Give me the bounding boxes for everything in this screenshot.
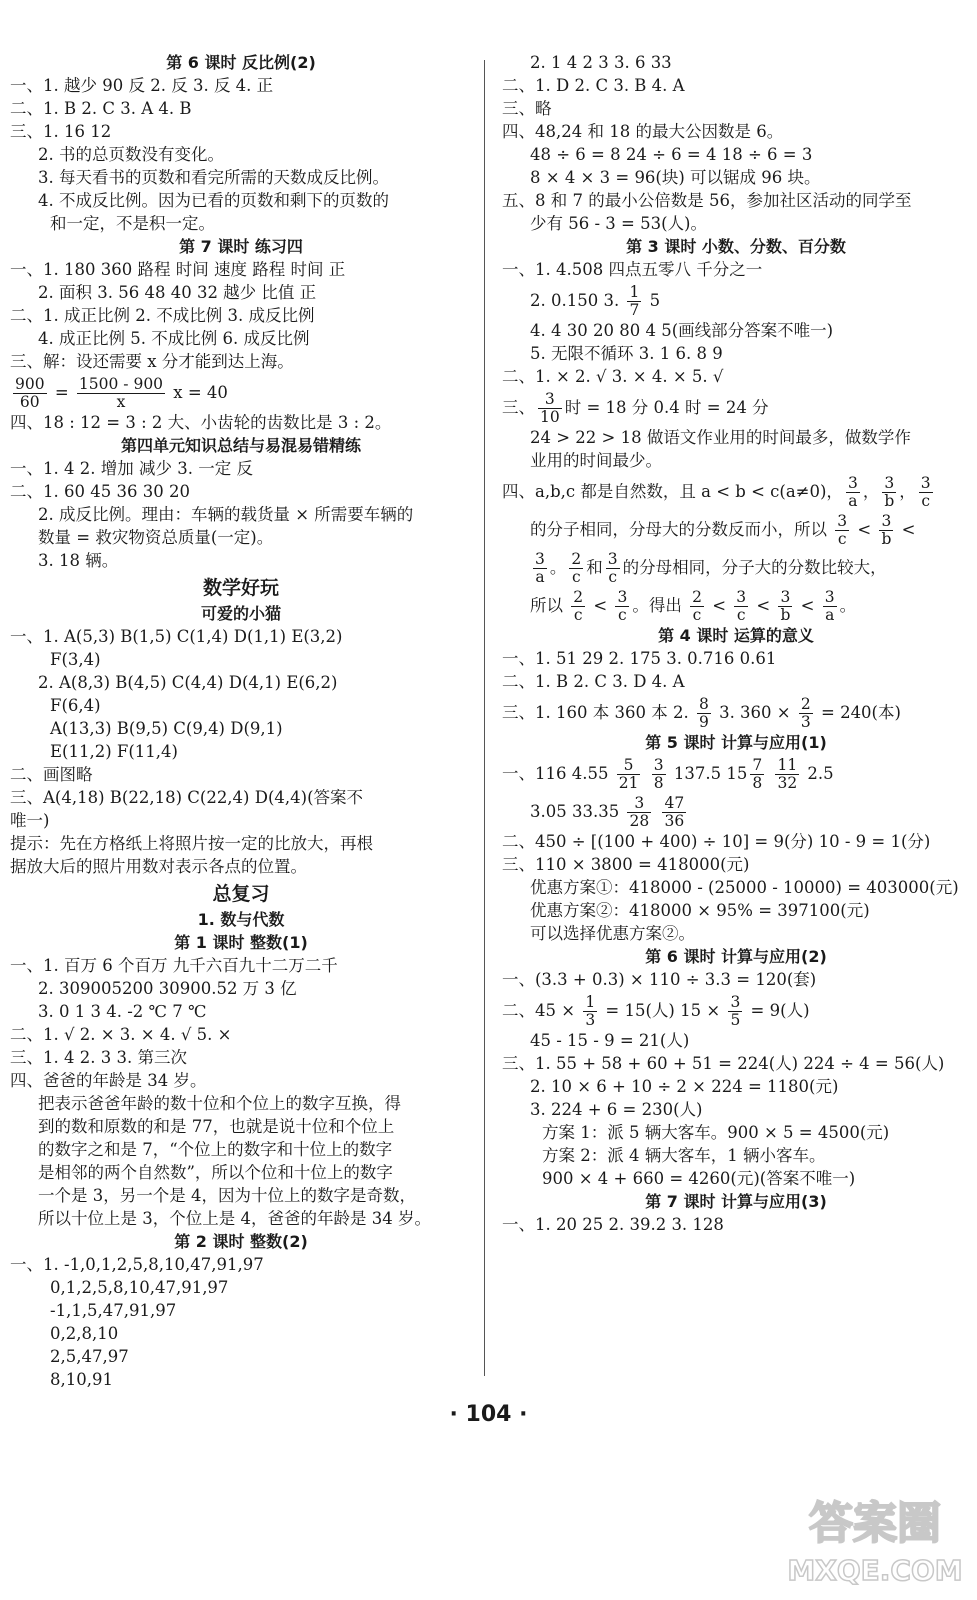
fraction-numerator: 1 [629,283,640,301]
fraction [627,795,651,830]
answer-line: 二、450 ÷ [(100 + 400) ÷ 10] = 9(分) 10 - 9 = 1(分) [502,832,931,851]
answer-line: 0,1,2,5,8,10,47,91,97 [50,1278,229,1297]
fraction [538,391,562,426]
answer-line: 的分子相同，分母大的分数反而小，所以 $\frac{3}{c}$ < $\frac{3}{b}$ < [530,512,916,548]
section-heading: 第 6 课时 计算与应用(2) [645,947,827,966]
fraction-numerator: 3 [607,550,618,568]
answer-line: 三、解：设还需要 x 分才能到达上海。 [10,352,294,371]
answer-line: 一、1. 20 25 2. 39.2 3. 128 [502,1215,724,1234]
right-column [502,52,970,1237]
answer-line: 三、略 [502,99,552,118]
watermark-text-top: 答案圈 [809,1498,941,1549]
answer-line: 三、110 × 3800 = 418000(元) [502,855,750,874]
answer-line: E(11,2) F(11,4) [50,742,178,761]
answer-line: 的数字之和是 7，“个位上的数字和十位上的数字 [38,1140,393,1159]
fraction-numerator: 11 [777,756,798,774]
answer-line: 五、8 和 7 的最小公倍数是 56，参加社区活动的同学至 [502,191,912,210]
section-heading: 第 7 课时 计算与应用(3) [645,1192,827,1211]
answer-line: F(6,4) [50,696,101,715]
section-heading: 第 1 课时 整数(1) [174,933,308,952]
section-heading: 第四单元知识总结与易混易错精练 [120,436,361,455]
answer-line: 方案 1：派 5 辆大客车。900 × 5 = 4500(元) [542,1123,890,1142]
fraction [728,994,742,1029]
answer-line: 24 > 22 > 18 做语文作业用的时间最多，做数学作 [530,428,911,447]
answer-line: 4. 成正比例 5. 不成比例 6. 成反比例 [38,329,310,348]
answer-line: 3.05 33.35 $\frac{3}{28}$ $\frac{47}{36}$ [530,794,685,830]
answer-line: 2. 1 4 2 3 3. 6 33 [530,53,672,72]
fraction-numerator: 3 [920,474,931,492]
fraction-numerator: 1 [585,993,596,1011]
page-number: · 104 · [449,1402,528,1427]
fraction-denominator: 28 [629,812,650,830]
fraction [734,589,748,624]
fraction-denominator: 60 [19,393,40,411]
answer-line: 3. 224 + 6 = 230(人) [530,1100,703,1119]
answer-line: 业用的时间最少。 [530,451,662,470]
fraction [533,551,547,586]
answer-line: 2. 10 × 6 + 10 ÷ 2 × 224 = 1180(元) [530,1077,839,1096]
fraction-denominator: c [736,606,746,624]
fraction-numerator: 2 [692,588,702,606]
answer-line: 2. 309005200 30900.52 万 3 亿 [38,979,297,998]
answer-line: 3. 每天看书的页数和看完所需的天数成反比例。 [38,168,389,187]
fraction-numerator: 3 [837,512,848,530]
answer-line: 二、1. 成正比例 2. 不成比例 3. 成反比例 [10,306,315,325]
section-heading: 第 4 课时 运算的意义 [658,626,814,645]
answer-line: 3. 0 1 3 4. -2 ℃ 7 ℃ [38,1002,207,1021]
answer-line: 一、1. 51 29 2. 175 3. 0.716 0.61 [502,649,777,668]
answer-line: 一、(3.3 + 0.3) × 110 ÷ 3.3 = 120(套) [502,970,817,989]
fraction-numerator: 8 [698,695,709,713]
answer-line: 8,10,91 [50,1370,113,1389]
answer-line: 二、1. B 2. C 3. A 4. B [10,99,192,118]
answer-line: 所以十位上是 3，个位上是 4，爸爸的年龄是 34 岁。 [38,1209,431,1228]
answer-line: -1,1,5,47,91,97 [50,1301,177,1320]
answer-line: 二、1. × 2. √ 3. × 4. × 5. √ [502,367,724,386]
section-heading: 第 7 课时 练习四 [179,237,303,256]
answer-line: 2. A(8,3) B(4,5) C(4,4) D(4,1) E(6,2) [38,673,338,692]
answer-line: 唯一) [10,811,50,830]
fraction [775,757,799,792]
answer-line: 据放大后的照片用数对表示各点的位置。 [10,857,307,876]
fraction-numerator: 3 [778,589,792,607]
fraction-denominator: b [881,530,892,548]
fraction-numerator: 5 [617,757,641,775]
answer-line: 把表示爸爸年龄的数十位和个位上的数字互换，得 [38,1094,401,1113]
answer-line: 二、1. B 2. C 3. D 4. A [502,672,685,691]
fraction-numerator: 1500 - 900 [78,375,164,393]
answer-line: 一、1. A(5,3) B(1,5) C(1,4) D(1,1) E(3,2) [10,627,343,646]
fraction-denominator: 7 [629,301,640,319]
answer-line: 三、1. 55 + 58 + 60 + 51 = 224(人) 224 ÷ 4 = 56(人) [502,1054,945,1073]
fraction-denominator: b [780,606,791,624]
fraction [571,589,585,624]
fraction-numerator: 47 [664,794,685,812]
answer-line: 四、爸爸的年龄是 34 岁。 [10,1071,207,1090]
answer-line: 一、116 4.55 $\frac{5}{21}$ $\frac{3}{8}$ 137.5 15 $\frac{7}{8}$ $\frac{11}{32}$ 2.5 [502,756,834,792]
fraction-denominator: c [573,606,583,624]
fraction-denominator: c [921,492,931,510]
fraction-denominator: c [571,568,581,586]
fraction-numerator: 900 [15,375,45,393]
answer-line: 二、1. √ 2. × 3. × 4. √ 5. × [10,1025,232,1044]
answer-line: $\frac{900}{60}$ = $\frac{1500 - 900}{x}$ x = 40 [15,375,228,411]
fraction-denominator: 8 [752,774,763,792]
answer-line: 三、 $\frac{3}{10}$ 时 = 18 分 0.4 时 = 24 分 [502,390,769,426]
fraction-numerator: 3 [627,795,651,813]
answer-line: $\frac{3}{a}$ 。 $\frac{2}{c}$ 和 $\frac{3}{c}$ 的分母相同，分子大的分数比较大， [535,550,887,586]
answer-line: 4. 4 30 20 80 4 5(画线部分答案不唯一) [530,321,834,340]
fraction-numerator: 3 [535,550,545,568]
fraction [652,757,666,792]
fraction-denominator: c [692,606,702,624]
answer-line: 提示：先在方格纸上将照片按一定的比放大，再根 [10,834,373,853]
fraction-numerator: 2 [571,550,582,568]
fraction [750,757,764,792]
answer-line: 48 ÷ 6 = 8 24 ÷ 6 = 4 18 ÷ 6 = 3 [530,145,813,164]
answer-line: 优惠方案②：418000 × 95% = 397100(元) [530,901,870,920]
answer-line: 方案 2：派 4 辆大客车，1 辆小客车。 [542,1146,826,1165]
answer-line: 二、1. 60 45 36 30 20 [10,482,190,501]
section-heading: 可爱的小猫 [200,604,281,623]
fraction [617,757,641,792]
answer-line: 优惠方案①：418000 - (25000 - 10000) = 403000(元) [530,878,959,897]
fraction [835,513,849,548]
watermark-logo [780,1480,970,1590]
answer-line: 2. 成反比例。理由：车辆的载货量 × 所需要车辆的 [38,505,414,524]
answer-line: A(13,3) B(9,5) C(9,4) D(9,1) [50,719,283,738]
fraction-numerator: 2 [573,588,584,606]
answer-line: 四、48,24 和 18 的最大公因数是 6。 [502,122,784,141]
answer-line: 一、1. 百万 6 个百万 九千六百九十二万二千 [10,956,338,975]
answer-line: 三、1. 4 2. 3 3. 第三次 [10,1048,187,1067]
answer-line: 二、1. D 2. C 3. B 4. A [502,76,685,95]
fraction-denominator: 3 [585,1011,596,1029]
fraction [583,994,597,1029]
fraction [919,475,933,510]
fraction-denominator: b [884,492,895,510]
fraction [77,376,165,411]
fraction-numerator: 3 [730,993,741,1011]
answer-line: 是相邻的两个自然数”，所以个位和十位上的数字 [38,1163,393,1182]
answer-line: 4. 不成反比例。因为已看的页数和剩下的页数的 [38,191,389,210]
answer-line: 三、A(4,18) B(22,18) C(22,4) D(4,4)(答案不 [10,788,364,807]
fraction [615,589,629,624]
section-heading: 1. 数与代数 [197,910,285,929]
fraction [879,513,893,548]
fraction-numerator: 3 [879,513,893,531]
answer-line: 5. 无限不循环 3. 1 6. 8 9 [530,344,723,363]
fraction-numerator: 3 [538,391,562,409]
answer-line: 8 × 4 × 3 = 96(块) 可以锯成 96 块。 [530,168,821,187]
answer-line: 四、a,b,c 都是自然数，且 a < b < c(a≠0)， $\frac{3}{a}$ ， $\frac{3}{b}$ ， $\frac{3}{c}$ [502,474,931,510]
fraction-denominator: x [116,393,126,411]
left-column [10,52,472,1392]
section-heading: 第 6 课时 反比例(2) [166,53,316,72]
fraction [799,696,813,731]
fraction [690,589,704,624]
fraction-numerator: 3 [736,588,747,606]
watermark-text-bottom: MXQE.COM [787,1554,963,1587]
fraction [846,475,860,510]
answer-line: 一、1. 4 2. 增加 减少 3. 一定 反 [10,459,253,478]
section-heading: 第 3 课时 小数、分数、百分数 [626,237,846,256]
fraction-denominator: 5 [730,1011,741,1029]
fraction-numerator: 3 [617,588,628,606]
answer-line: 3. 18 辆。 [38,551,119,570]
section-heading: 总复习 [212,883,270,905]
answer-line: 2. 书的总页数没有变化。 [38,145,224,164]
answer-line: 一、1. -1,0,1,2,5,8,10,47,91,97 [10,1255,264,1274]
section-heading: 第 2 课时 整数(2) [174,1232,308,1251]
fraction [13,376,47,411]
answer-line: 一、1. 180 360 路程 时间 速度 路程 时间 正 [10,260,346,279]
fraction-denominator: 36 [664,812,685,830]
fraction-numerator: 3 [847,474,858,492]
fraction [778,589,792,624]
answer-line: 三、1. 16 12 [10,122,112,141]
section-heading: 第 5 课时 计算与应用(1) [645,733,827,752]
answer-line: 二、45 × $\frac{1}{3}$ = 15(人) 15 × $\frac{3}{5}$ = 9(人) [502,993,810,1029]
answer-line: 一个是 3，另一个是 4，因为十位上的数字是奇数， [38,1186,416,1205]
fraction-denominator: 10 [540,408,560,426]
answer-line: 四、18 : 12 = 3 : 2 大、小齿轮的齿数比是 3 : 2。 [10,413,392,432]
answer-line: 2. 0.150 3. $\frac{1}{7}$ 5 [530,283,661,319]
fraction-numerator: 3 [882,475,896,493]
fraction-denominator: 9 [698,713,709,731]
fraction-numerator: 3 [653,756,664,774]
answer-line: 少有 56 - 3 = 53(人)。 [530,214,707,233]
fraction-numerator: 3 [824,588,835,606]
fraction-denominator: 3 [800,713,811,731]
fraction-denominator: 8 [653,774,664,792]
answer-line: 可以选择优惠方案②。 [530,924,695,943]
answer-line: 2. 面积 3. 56 48 40 32 越少 比值 正 [38,283,317,302]
answer-line: 900 × 4 + 660 = 4260(元)(答案不唯一) [542,1169,856,1188]
answer-line: 2,5,47,97 [50,1347,129,1366]
fraction [569,551,583,586]
answer-line: 45 - 15 - 9 = 21(人) [530,1031,690,1050]
fraction-denominator: c [837,530,847,548]
fraction [606,551,620,586]
fraction-numerator: 7 [752,756,763,774]
fraction [697,696,711,731]
column-divider [484,60,485,1376]
answer-line: 0,2,8,10 [50,1324,119,1343]
fraction-denominator: a [535,568,545,586]
fraction-denominator: a [825,606,835,624]
fraction-denominator: a [848,492,858,510]
answer-line: F(3,4) [50,650,101,669]
section-heading: 数学好玩 [202,577,279,599]
fraction [882,475,896,510]
fraction [662,795,686,830]
answer-line: 数量 = 救灾物资总质量(一定)。 [38,528,274,547]
fraction [627,284,641,319]
fraction-denominator: 32 [777,774,798,792]
answer-line: 三、1. 160 本 360 本 2. $\frac{8}{9}$ 3. 360 × $\frac{2}{3}$ = 240(本) [502,695,901,731]
fraction-denominator: c [608,568,618,586]
fraction [823,589,837,624]
answer-line: 一、1. 越少 90 反 2. 反 3. 反 4. 正 [10,76,274,95]
answer-line: 和一定，不是积一定。 [50,214,215,233]
fraction-denominator: 21 [618,774,639,792]
fraction-numerator: 2 [800,695,811,713]
answer-line: 到的数和原数的和是 77，也就是说十位和个位上 [38,1117,395,1136]
answer-line: 一、1. 4.508 四点五零八 千分之一 [502,260,763,279]
fraction-denominator: c [618,606,627,624]
answer-line: 二、画图略 [10,765,93,784]
answer-line: 所以 $\frac{2}{c}$ < $\frac{3}{c}$ 。得出 $\frac{2}{c}$ < $\frac{3}{c}$ < $\frac{3}{b}$ < $\frac{3}{a}$ 。 [530,588,857,624]
